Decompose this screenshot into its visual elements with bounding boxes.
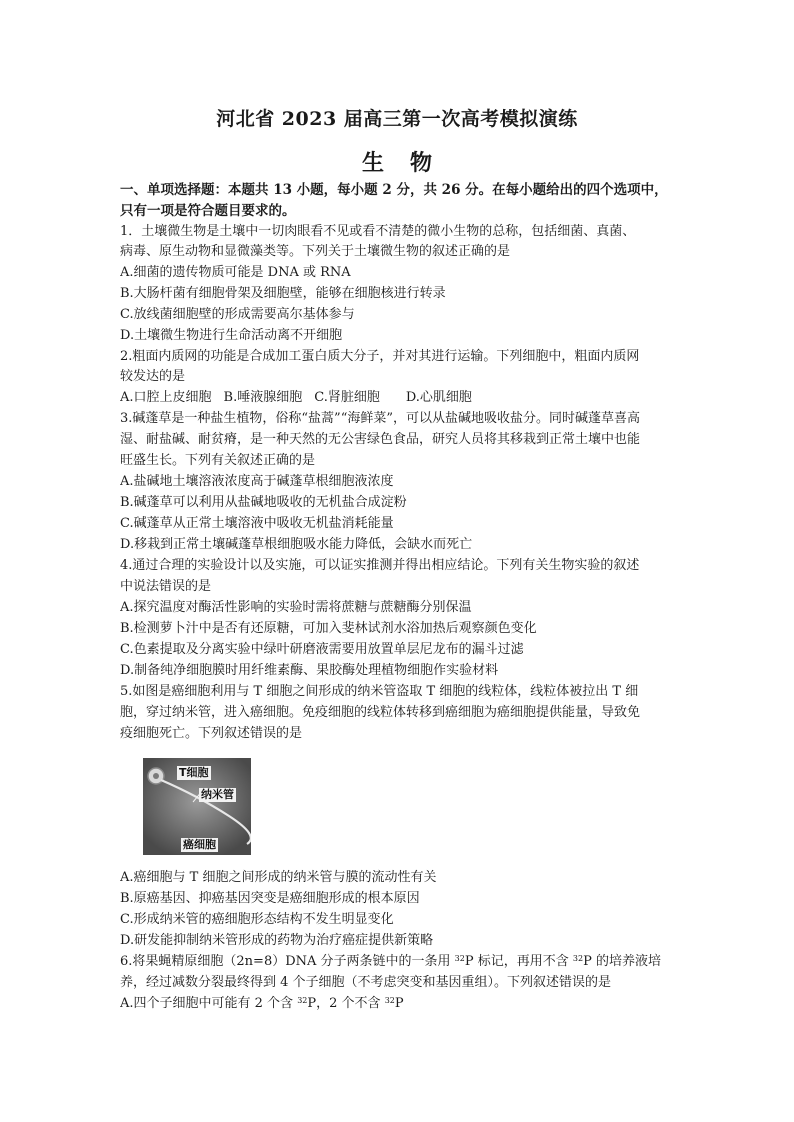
q5-stem-line2: 胞，穿过纳米管，进入癌细胞。免疫细胞的线粒体转移到癌细胞为癌细胞提供能量，导致免 (120, 705, 641, 720)
q5-stem-line1: 5.如图是癌细胞利用与 T 细胞之间形成的纳米管盗取 T 细胞的线粒体，线粒体被拉出 T 细 (120, 684, 639, 699)
q1-stem-line1: 1．土壤微生物是土壤中一切肉眼看不见或看不清楚的微小生物的总称，包括细菌、真菌、 (120, 224, 636, 239)
q2-option-c: C.肾脏细胞 (314, 390, 380, 405)
q6-stem-line2: 养，经过减数分裂最终得到 4 个子细胞（不考虑突变和基因重组）。下列叙述错误的是 (120, 975, 612, 990)
q4-stem-line1: 4.通过合理的实验设计以及实施，可以证实推测并得出相应结论。下列有关生物实验的叙述 (120, 558, 640, 573)
nanotube-micrograph (143, 758, 251, 855)
q3-option-d: D.移栽到正常土壤碱蓬草根细胞吸水能力降低，会缺水而死亡 (120, 537, 473, 552)
q5-option-c: C.形成纳米管的癌细胞形态结构不发生明显变化 (120, 912, 394, 927)
q6-stem-part3: P 的培养液培 (583, 954, 661, 969)
q1-option-a: A.细菌的遗传物质可能是 DNA 或 RNA (120, 265, 351, 280)
q4-option-b: B.检测萝卜汁中是否有还原糖，可加入斐林试剂水浴加热后观察颜色变化 (120, 621, 537, 636)
q6-option-a-sup-1: 32 (297, 996, 308, 1005)
q6-stem-part1: 6.将果蝇精原细胞（2n=8）DNA 分子两条链中的一条用 (120, 954, 455, 969)
q6-stem-part2: P 标记，再用不含 (464, 954, 573, 969)
q1-stem-line2: 病毒、原生动物和显微藻类等。下列关于土壤微生物的叙述正确的是 (120, 244, 511, 259)
section-heading-line2: 只有一项是符合题目要求的。 (120, 202, 296, 219)
q5-option-a: A.癌细胞与 T 细胞之间形成的纳米管与膜的流动性有关 (120, 870, 437, 885)
q6-option-a-part3: P (394, 996, 404, 1011)
q6-option-a (120, 994, 685, 1014)
q5-stem-line3: 疫细胞死亡。下列叙述错误的是 (120, 726, 303, 741)
q2-option-d: D.心肌细胞 (405, 390, 472, 405)
q1-option-d: D.土壤微生物进行生命活动离不开细胞 (120, 328, 343, 343)
q6-option-a-part1: A.四个子细胞中可能有 2 个含 (120, 996, 298, 1011)
subject-title: 生物 (361, 150, 458, 176)
q2-option-b: B.唾液腺细胞 (223, 390, 303, 405)
q2-stem-line1: 2.粗面内质网的功能是合成加工蛋白质大分子，并对其进行运输。下列细胞中，粗面内质网 (120, 349, 640, 364)
q4-option-d: D.制备纯净细胞膜时用纤维素酶、果胶酶处理植物细胞作实验材料 (120, 663, 499, 678)
q3-option-b: B.碱蓬草可以利用从盐碱地吸收的无机盐合成淀粉 (120, 495, 407, 510)
q4-stem-line2: 中说法错误的是 (120, 579, 212, 594)
q5-option-b: B.原癌基因、抑癌基因突变是癌细胞形成的根本原因 (120, 891, 420, 906)
q5-option-d: D.研发能抑制纳米管形成的药物为治疗癌症提供新策略 (120, 933, 434, 948)
q3-option-a: A.盐碱地土壤溶液浓度高于碱蓬草根细胞液浓度 (120, 474, 394, 489)
q3-stem-line2: 湿、耐盐碱、耐贫瘠，是一种天然的无公害绿色食品，研究人员将其移栽到正常土壤中也能 (120, 432, 641, 447)
q1-option-c: C.放线菌细胞壁的形成需要高尔基体参与 (120, 307, 355, 322)
t-cell-core (153, 773, 159, 779)
q6-stem-line1 (120, 952, 685, 972)
q4-option-c: C.色素提取及分离实验中绿叶研磨液需要用放置单层尼龙布的漏斗过滤 (120, 642, 524, 657)
q2-stem-line2: 较发达的是 (120, 369, 186, 384)
q6-option-a-part2: P，2 个不含 (307, 996, 385, 1011)
nanotube-label: 纳米管 (201, 788, 234, 801)
q1-option-b: B.大肠杆菌有细胞骨架及细胞壁，能够在细胞核进行转录 (120, 286, 446, 301)
q3-option-c: C.碱蓬草从正常土壤溶液中吸收无机盐消耗能量 (120, 516, 394, 531)
q6-option-a-sup-2: 32 (384, 996, 395, 1005)
cancer-cell-label: 癌细胞 (183, 838, 216, 851)
section-heading-line1: 一、单项选择题：本题共 13 小题，每小题 2 分，共 26 分。在每小题给出的四个选项中， (120, 182, 668, 198)
section-heading (120, 180, 680, 221)
q6-isotope-sup-1: 32 (454, 954, 465, 963)
q6-isotope-sup-2: 32 (572, 954, 584, 963)
t-cell-label: T细胞 (179, 766, 209, 779)
q2-option-a: A.口腔上皮细胞 (120, 390, 212, 405)
exam-title: 河北省 2023 届高三第一次高考模拟演练 (216, 108, 578, 130)
q2-options-row (120, 388, 685, 408)
q4-option-a: A.探究温度对酶活性影响的实验时需将蔗糖与蔗糖酶分别保温 (120, 600, 472, 615)
q3-stem-line1: 3.碱蓬草是一种盐生植物，俗称“盐蒿”“海鲜菜”，可以从盐碱地吸收盐分。同时碱蓬草喜高 (120, 411, 640, 426)
q3-stem-line3: 旺盛生长。下列有关叙述正确的是 (120, 453, 316, 468)
